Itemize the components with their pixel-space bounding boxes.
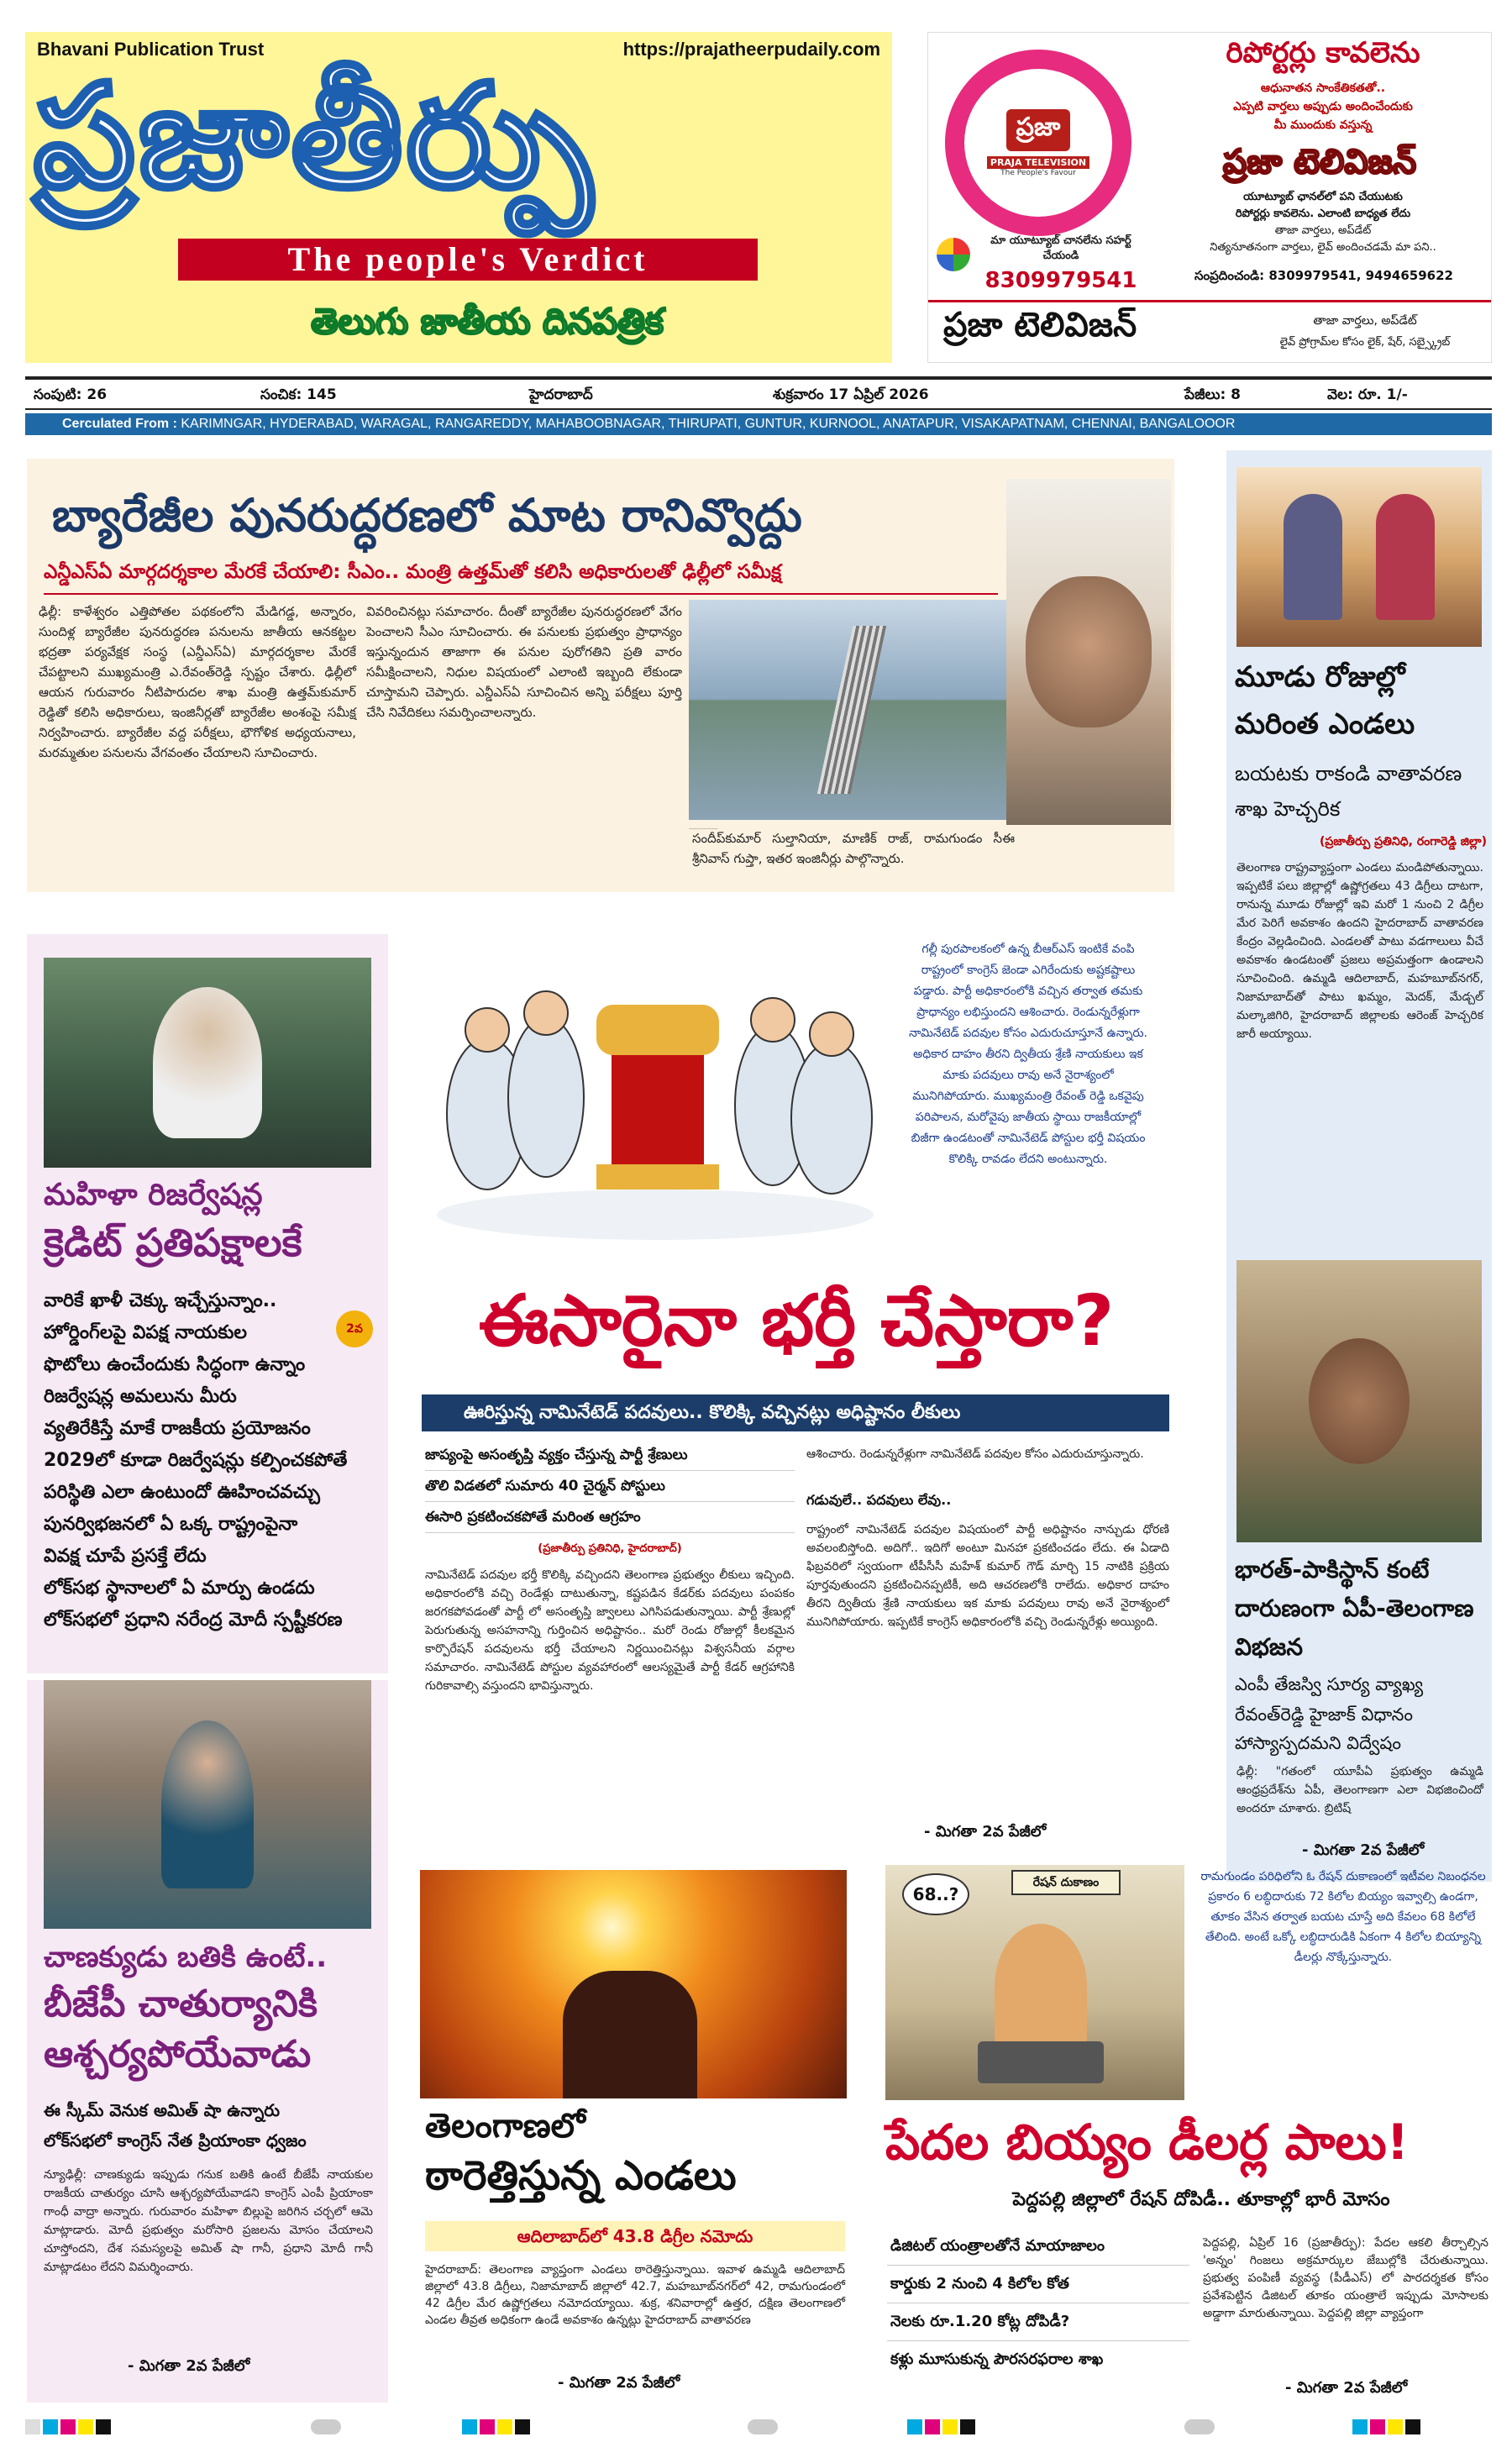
modi-item: రిజర్వేషన్ల అమలును మీరు [44, 1386, 237, 1407]
heat-figure [563, 1971, 697, 2098]
ad-line3: మీ ముందుకు వస్తున్న [1273, 118, 1373, 132]
city: హైదరాబాద్ [529, 386, 593, 403]
advertisement [927, 32, 1492, 363]
center-right-top: ఆశించారు. రెండున్నరేళ్లుగా నామినేటెడ్ పదవుల కోసం ఎదురుచూస్తున్నారు. [806, 1447, 1144, 1461]
pages: పేజీలు: 8 [1184, 386, 1241, 403]
tejasvi-headline: భారత్-పాకిస్థాన్ కంటే దారుణంగా ఏపీ-తెలంగాణ విభజన [1235, 1556, 1474, 1661]
ad-youtube-box [937, 231, 1147, 298]
ration-side-text: రామగుండం పరిధిలోని ఓ రేషన్ దుకాణంలో ఇటీవల నిబంధనల ప్రకారం 6 లబ్ధిదారుకు 72 కిలోల బియ్యం ఇవ్వాల్సి ఉండగా, తూకం వేసిన తర్వాత బయట చూస్తే అది కేవలం 68 కిలోలే తేలింది. అంటే ఒక్కో లబ్ధిదారుడికి ఏకంగా 4 కిలోల బియ్యాన్ని డీలర్లు నొక్కేస్తున్నారు. [1200, 1870, 1486, 1964]
ad-brand: ప్రజా టెలివిజన్ [1222, 143, 1417, 181]
priyanka-photo [44, 1680, 371, 1929]
modi-badge: 2వ [336, 1310, 373, 1347]
cm-portrait [1006, 479, 1171, 825]
tejasvi-ref-text[interactable]: మిగతా 2వ పేజీలో [1313, 1841, 1425, 1859]
modi-story [27, 934, 388, 1673]
modi-item: లోక్‌సభలో ప్రధాని నరేంద్ర మోదీ స్పష్టీకరణ [44, 1610, 343, 1631]
modi-headline1: మహిళా రిజర్వేషన్ల [44, 1178, 263, 1212]
date: శుక్రవారం 17 ఏప్రిల్ 2026 [773, 386, 929, 403]
price: వెల: రూ. 1/- [1327, 386, 1408, 403]
ration-scale [978, 2041, 1104, 2083]
ad-logo [945, 50, 1131, 236]
modi-item: వ్యతిరేకిస్తే మాకే రాజకీయ ప్రయోజనం [44, 1418, 311, 1439]
volume: సంపుటి: 26 [34, 386, 108, 403]
lead-col3-top: సంబంధిత ఇంజినీర్లకు, ఏజెన్సీలకు ఆదేశాలు జారీ చేయాలని ఆయన అధికారులను కోరారు. [689, 829, 718, 830]
ad-line2: ఎప్పటి వార్తలు అప్పుడు అందించేందుకు [1233, 100, 1413, 113]
ration-item: కళ్లు మూసుకున్న పౌరసరఫరాల శాఖ [890, 2350, 1104, 2368]
ration-item: డిజిటల్ యంత్రాలతోనే మాయాజాలం [887, 2228, 1189, 2266]
lead-story [27, 459, 1174, 892]
heat-ref: - మిగతా 2వ పేజీలో [558, 2374, 680, 2392]
ad-bottom-bar [928, 300, 1491, 362]
center-ref-text[interactable]: మిగతా 2వ పేజీలో [935, 1823, 1047, 1841]
ration-headline: పేదల బియ్యం డీలర్ల పాలు! [885, 2114, 1410, 2171]
lead-subhead: ఎన్డీఎస్ఏ మార్గదర్శకాల మేరకే చేయాలి: సీఎం.. మంత్రి ఉత్తమ్‌తో కలిసి అధికారులతో ఢిల్లీలో సమీక్ష [44, 561, 782, 583]
tejasvi-body: ఢిల్లీ: "గతంలో యూపీఏ ప్రభుత్వం ఉమ్మడి ఆంధ్రప్రదేశ్‌ను ఏపీ, తెలంగాణగా ఎలా విభజించిందో అందరూ చూశారు. బ్రిటిష్ [1236, 1765, 1483, 1815]
weather-byline: (ప్రజాతీర్పు ప్రతినిధి, రంగారెడ్డి జిల్లా) [1320, 835, 1487, 848]
center-ref: - మిగతా 2వ పేజీలో [924, 1823, 1047, 1841]
lead-rule [44, 593, 998, 595]
center-headline: ఈసారైనా భర్తీ చేస్తారా? [478, 1279, 1115, 1362]
priyanka-ref: - మిగతా 2వ పేజీలో [128, 2357, 250, 2375]
heat-photo [420, 1870, 847, 2098]
ration-shop-sign: రేషన్ దుకాణం [1011, 1870, 1121, 1895]
barrage-photo [689, 600, 1015, 820]
center-bullet: తొలి విడతలో సుమారు 40 చైర్మన్ పోస్టులు [425, 1471, 795, 1502]
ration-ref-text[interactable]: మిగతా 2వ పేజీలో [1296, 2379, 1408, 2397]
ad-logo-text: ప్రజా [1006, 109, 1071, 151]
heat-body: హైదరాబాద్: తెలంగాణ వ్యాప్తంగా ఎండలు ఠారెత్తిస్తున్నాయి. ఇవాళ ఉమ్మడి ఆదిలాబాద్ జిల్లాలో 43.8 డిగ్రీలు, నిజామాబాద్ జిల్లాలో 42.7, మహబూబ్‌నగర్‌లో 42, రామగుండంలో 42 డిగ్రీల మేర ఉష్ణోగ్రతలు నమోదయ్యాయి. శుక్ర, శనివారాల్లో ఉత్తర, దక్షిణ తెలంగాణలో ఎండల తీవ్రత అధికంగా ఉండే అవకాశం ఉన్నట్లు హైదరాబాద్ వాతావరణ [425, 2263, 845, 2327]
center-ribbon: ఊరిస్తున్న నామినేటెడ్ పదవులు.. కొలిక్కి వచ్చినట్లు అధిష్టానం లీకులు [422, 1394, 1169, 1431]
ad-desc2: రిపోర్టర్లు కావలెను. ఎలాంటి బాధ్యత లేదు [1235, 207, 1411, 220]
center-byline: (ప్రజాతీర్పు ప్రతినిధి, హైదరాబాద్) [538, 1542, 682, 1555]
ration-body: పెద్దపల్లి, ఏప్రిల్ 16 (ప్రజాతీర్పు): పేదల ఆకలి తీర్చాల్సిన 'అన్నం' గింజలు అక్రమార్కుల జేబుల్లోకి చేరుతున్నాయి. ప్రభుత్వ పంపిణీ వ్యవస్థ (పీడీఎస్) లో పారదర్శకత కోసం ప్రవేశపెట్టిన డిజిటల్ తూకం యంత్రాలే ఇప్పుడు మోసాలకు అడ్డాగా మారుతున్నాయి. పెద్దపల్లి జిల్లా వ్యాప్తంగా [1203, 2236, 1488, 2320]
ad-bottom-brand: ప్రజా టెలివిజన్ [943, 306, 1137, 344]
weather-sub: బయటకు రాకండి వాతావరణ శాఖ హెచ్చరిక [1235, 762, 1462, 821]
center-bullet: జాప్యంపై అసంతృప్తి వ్యక్తం చేస్తున్న పార్టీ శ్రేణులు [425, 1440, 795, 1471]
priyanka-story [27, 1680, 388, 2403]
circulation-label: Cerculated From : [62, 417, 177, 431]
modi-item: ఫొటోలు ఉంచేందుకు సిద్ధంగా ఉన్నాం [44, 1354, 306, 1375]
dateline-bar [25, 376, 1492, 410]
ad-youtube-line: మా యూట్యూబ్ చానలేను సహర్ట్ చేయండి [990, 234, 1131, 262]
modi-item: లోక్‌సభ స్థానాలలో ఏ మార్పు ఉండదు [44, 1578, 315, 1599]
ad-bottom2: లైవ్ ప్రోగ్రామ్‌ల కోసం లైక్, షేర్, సబ్స్క్రైబ్ [1279, 336, 1451, 349]
ration-items [887, 2228, 1189, 2378]
ration-ref: - మిగతా 2వ పేజీలో [1285, 2379, 1408, 2397]
subtitle: తెలుగు జాతీయ దినపత్రిక [311, 301, 664, 342]
modi-item: పునర్విభజనలో ఏ ఒక్క రాష్ట్రంపైనా [44, 1514, 298, 1535]
lead-col1: ఢిల్లీ: కాళేశ్వరం ఎత్తిపోతల పథకంలోని మేడిగడ్డ, అన్నారం, సుందిళ్ల బ్యారేజీల పునరుద్ధరణ పనులను జాతీయ ఆనకట్టల భద్రతా పర్యవేక్షక సంస్థ (ఎన్డీఎస్ఏ) మార్గదర్శకాల మేరకే చేపట్టాలని ముఖ్యమంత్రి ఎ.రేవంత్‌రెడ్డి స్పష్టం చేశారు. ఢిల్లీలో ఆయన గురువారం నీటిపారుదల శాఖ మంత్రి ఉత్తమ్‌కుమార్ రెడ్డితో కలిసి అధికారులు, ఇంజినీర్లతో బ్యారేజీల అంశంపై సమీక్ష నిర్వహించారు. బ్యారేజీల వద్ద పరీక్షలు, భౌగోళిక అధ్యయనాలు, మరమ్మతుల పనులను వేగవంతం చేయాలని సూచించారు. [39, 604, 356, 760]
ad-desc3: తాజా వార్తలు, అప్‌డేట్ [1274, 224, 1372, 237]
tagline: The people's Verdict [178, 239, 758, 281]
center-right-body: రాష్ట్రంలో నామినేటెడ్ పదవుల విషయంలో పార్టీ అధిష్టానం నాన్చుడు ధోరణి అవలంబిస్తోంది. అదిగో.. ఇదిగో అంటూ మినహా ప్రకటించడం లేదు. ఈ ఏడాది ఫిబ్రవరిలో స్వయంగా టీపీసీసీ మహేశ్ కుమార్ గౌడ్ మార్చి 15 నాటికి ప్రక్రియ పూర్తవుతుందని ప్రకటించినప్పటికీ, అది ఆచరణలోకి రాలేదు. అధికార దాహం తీరని ద్వితీయ శ్రేణి నాయకులు ఇక మాకు పదవులు రావు అనే నైరాశ్యంలో మునిగిపోయారు. ఇప్పటికే కాంగ్రెస్ అధికారంలోకి వచ్చి రెండున్నరేళ్లు అయ్యింది. [806, 1523, 1169, 1629]
ration-bubble: 68..? [902, 1873, 969, 1915]
tejasvi-ref: - మిగతా 2వ పేజీలో [1302, 1841, 1425, 1859]
ration-cartoon [885, 1865, 1184, 2100]
ration-item: కార్డుకు 2 నుంచి 4 కిలోల కోత [887, 2266, 1189, 2303]
center-bullets [425, 1440, 795, 1533]
ad-phone: 8309979541 [984, 268, 1137, 293]
website-link[interactable]: https://prajatheerpudaily.com [622, 39, 880, 60]
center-left-body: నామినేటెడ్ పదవుల భర్తీ కొలిక్కి వచ్చిందని తెలంగాణ ప్రభుత్వం లీకులు ఇచ్చింది. అధికారంలోకి వచ్చి రెండేళ్లు దాటుతున్నా, కష్టపడిన కేడర్‌కు పదవులు పంపకం జరగకపోవడంతో పార్టీ లో అసంతృప్తి జ్వాలలు ఎగిసిపడుతున్నాయి. పార్టీ శ్రేణుల్లో పెరుగుతున్న అసహనాన్ని గుర్తించిన అధిష్టానం.. మరో రెండు రోజుల్లో కీలకమైన కార్పొరేషన్ పదవులను భర్తీ చేయాలని నిర్ణయించినట్లు విశ్వసనీయ వర్గాల సమాచారం. నామినేటెడ్ పోస్టుల వ్యవహారంలో ఆలస్యమైతే పార్టీ కేడర్ ఆగ్రహానికి గురికావాల్సి వస్తుందని భావిస్తున్నారు. [425, 1568, 795, 1693]
modi-item: హోర్డింగ్‌లపై విపక్ష నాయకుల [44, 1322, 248, 1343]
ration-dealer [995, 1924, 1087, 2050]
weather-headline: మూడు రోజుల్లో మరింత ఎండలు [1235, 660, 1415, 741]
priyanka-ref-text[interactable]: మిగతా 2వ పేజీలో [139, 2357, 250, 2375]
ad-youtube-icon [937, 238, 970, 271]
ad-logo-sub: PRAJA TELEVISION [987, 156, 1089, 169]
ad-logo-caption: The People's Favour [1000, 168, 1076, 177]
heat-headline1: తెలంగాణలో [425, 2107, 585, 2145]
registration-marks [25, 2419, 1492, 2440]
modi-photo [44, 958, 371, 1168]
ad-desc4: నిత్యనూతనంగా వార్తలు, లైవ్‌ అందించడమే మా పని.. [1210, 241, 1436, 254]
priyanka-headline2: బీజేపీ చాతుర్యానికి [44, 1983, 318, 2025]
ration-item: నెలకు రూ.1.20 కోట్ల దోపిడీ? [887, 2303, 1189, 2341]
modi-item: 2029లో కూడా రిజర్వేషన్లు కల్పించకపోతే [44, 1450, 348, 1471]
priyanka-sub2: లోక్‌సభలో కాంగ్రెస్ నేత ప్రియాంకా ధ్వజం [44, 2130, 307, 2151]
ad-contact: సంప్రదించండి: 8309979541, 9494659622 [1194, 268, 1453, 283]
circulation-places: KARIMNGAR, HYDERABAD, WARAGAL, RANGAREDDY, MAHABOOBNAGAR, THIRUPATI, GUNTUR, KURNOOL, ANATAPUR, VISAKAPATNAM, CHENNAI, BANGALOOOR [181, 417, 1236, 431]
modi-item: పరిస్థితి ఎలా ఉంటుందో ఊహించవచ్చు [44, 1482, 320, 1503]
ad-desc1: యూట్యూబ్ ఛానల్‌లో పని చేయుటకు [1243, 191, 1403, 203]
modi-item: వివక్ష చూపే ప్రసక్తే లేదు [44, 1546, 207, 1567]
heat-headline2: ఠారెత్తిస్తున్న ఎండలు [425, 2152, 737, 2199]
center-bullet: ఈసారి ప్రకటించకపోతే మరింత ఆగ్రహం [425, 1502, 795, 1533]
weather-story [1226, 450, 1492, 1344]
masthead [25, 32, 892, 363]
ad-heading: రిపోర్టర్లు కావలెను [1226, 36, 1420, 70]
priyanka-body: న్యూఢిల్లీ: చాణక్యుడు ఇప్పుడు గనుక బతికి ఉంటే బీజేపీ నాయకుల రాజకీయ చాతుర్యం చూసి ఆశ్చర్యపోయేవాడని కాంగ్రెస్ ఎంపీ ప్రియాంకా గాంధీ వాద్రా అన్నారు. గురువారం మహిళా బిల్లుపై జరిగిన చర్చలో ఆమె మాట్లాడారు. మోదీ ప్రభుత్వం మరోసారి ప్రజలను మోసం చేయాలని చూస్తోందని, దేశ సమస్యలపై అమిత్ షా గానీ, ప్రధాని మోదీ గానీ మాట్లాడటం లేదని విమర్శించారు. [44, 2168, 373, 2274]
priyanka-sub1: ఈ స్కీమ్ వెనుక అమిత్ షా ఉన్నారు [44, 2100, 281, 2120]
priyanka-headline1: చాణక్యుడు బతికి ఉంటే.. [44, 1941, 328, 1974]
weather-photo [1236, 467, 1482, 647]
heat-ref-text[interactable]: మిగతా 2వ పేజీలో [569, 2374, 680, 2392]
lead-headline: బ్యారేజీల పునరుద్ధరణలో మాట రానివ్వొద్దు [52, 489, 802, 542]
lead-col2: వివరించినట్లు సమాచారం. దీంతో బ్యారేజీల పునరుద్ధరణలో వేగం పెంచాలని సీఎం సూచించారు. ఈ పనులకు ప్రభుత్వం ప్రాధాన్యం ఇస్తున్నందున తాజాగా ఈ పనుల పురోగతిని ప్రతి వారం సమీక్షించాలని, నిధుల విషయంలో ఎలాంటి ఇబ్బంది లేకుండా చూస్తామని చెప్పారు. ఎన్డీఎస్ఏ సూచించిన అన్ని పరీక్షలు పూర్తి చేసి నివేదికలు సమర్పించాలన్నారు. [366, 604, 682, 720]
publisher: Bhavani Publication Trust [37, 39, 265, 60]
tejasvi-photo [1236, 1260, 1482, 1542]
heat-ribbon: ఆదిలాబాద్‌లో 43.8 డిగ్రీల నమోదు [425, 2221, 845, 2251]
cartoon-text: గల్లీ పురపాలకంలో ఉన్న బీఆర్ఎస్ ఇంటికే వంపి రాష్ట్రంలో కాంగ్రెస్ జెండా ఎగిరేందుకు అష్టకష్టాలు పడ్డారు. పార్టీ అధికారంలోకి వచ్చిన తర్వాత తమకు ప్రాధాన్యం లభిస్తుందని ఆశించారు. రెండున్నరేళ్లుగా నామినేటెడ్ పదవుల కోసం ఎదురుచూస్తూనే ఉన్నారు. అధికార దాహం తీరని ద్వితీయ శ్రేణి నాయకులు ఇక మాకు పదవులు రావు అనే నైరాశ్యంలో మునిగిపోయారు. ముఖ్యమంత్రి రేవంత్ రెడ్డి ఒకవైపు పరిపాలన, మరోవైపు జాతీయ స్థాయి రాజకీయాల్లో బిజీగా ఉండటంతో నామినేటెడ్ పోస్టుల భర్తీ విషయం కొలిక్కి రావడం లేదని అంటున్నారు. [908, 943, 1148, 1166]
newspaper-title: ప్రజాతీర్పు [34, 54, 596, 220]
lead-col3-bottom: సందీప్‌కుమార్ సుల్తానియా, మాణిక్ రాజ్, రామగుండం సీఈ శ్రీనివాస్ గుప్తా, ఇతర ఇంజినీర్లు పాల్గొన్నారు. [692, 831, 1015, 866]
ad-line1: ఆధునాతన సాంకేతికతతో.. [1260, 81, 1386, 95]
circulation-bar [25, 413, 1492, 435]
tejasvi-story [1226, 1260, 1492, 1882]
modi-item: వారికే ఖాళీ చెక్కు ఇచ్చేస్తున్నాం.. [44, 1290, 277, 1311]
ration-sub: పెద్దపల్లి జిల్లాలో రేషన్ దోపిడీ.. తూకాల్లో భారీ మోసం [1012, 2189, 1390, 2210]
cartoon-illustration [420, 938, 890, 1250]
ad-bottom1: తాజా వార్తలు, అప్‌డేట్ [1313, 314, 1417, 328]
modi-items [44, 1285, 380, 1636]
cartoon [420, 938, 890, 1250]
priyanka-headline3: ఆశ్చర్యపోయేవాడు [44, 2033, 312, 2076]
center-right-sub: గడువులే.. పదవులు లేవు.. [806, 1492, 952, 1508]
issue: సంచిక: 145 [260, 386, 337, 403]
modi-headline2: క్రెడిట్ ప్రతిపక్షాలకే [44, 1220, 302, 1265]
tejasvi-sub2: రేవంత్‌రెడ్డి హైజాక్ విధానం హాస్యాస్పదమని విద్వేషం [1235, 1704, 1413, 1753]
weather-body: తెలంగాణ రాష్ట్రవ్యాప్తంగా ఎండలు మండిపోతున్నాయి. ఇప్పటికే పలు జిల్లాల్లో ఉష్ణోగ్రతలు 43 డిగ్రీలు దాటగా, రానున్న మూడు రోజుల్లో ఇవి మరో 1 నుంచి 2 డిగ్రీల మేర పెరిగే అవకాశం ఉందని హైదరాబాద్ వాతావరణ కేంద్రం వెల్లడించింది. ఎండలతో పాటు వడగాలులు వీచే అవకాశం ఉండటంతో ప్రజలు అప్రమత్తంగా ఉండాలని సూచించింది. ఉమ్మడి ఆదిలాబాద్, మహబూబ్‌నగర్, నిజామాబాద్‌తో పాటు ఖమ్మం, మెదక్, మేడ్చల్ మల్కాజిగిరి, హైదరాబాద్ జిల్లాలకు ఆరెంజ్ హెచ్చరిక జారీ అయ్యాయి. [1236, 861, 1483, 1041]
tejasvi-sub1: ఎంపీ తేజస్వి సూర్య వ్యాఖ్య [1235, 1674, 1424, 1694]
